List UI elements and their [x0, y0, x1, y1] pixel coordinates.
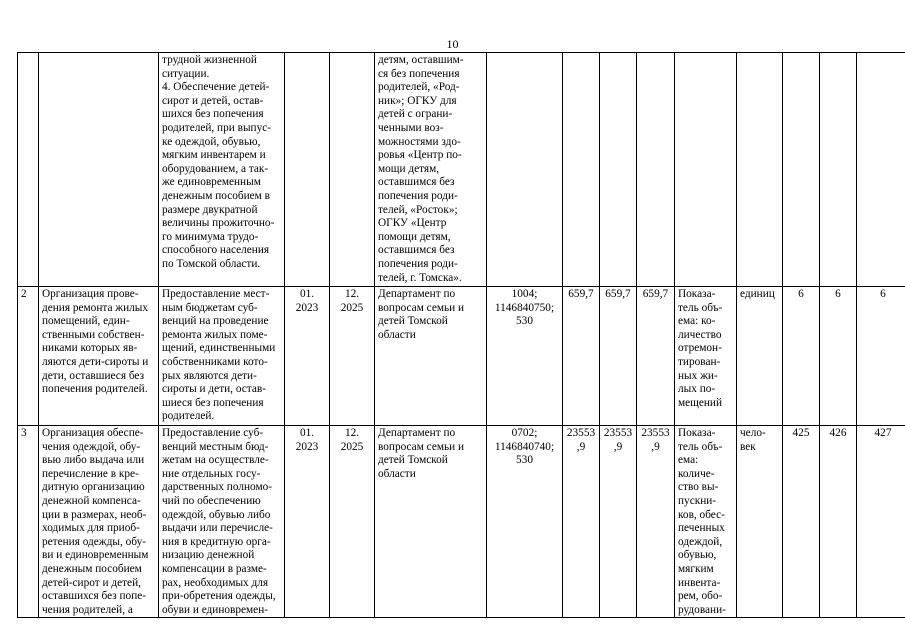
measure-description: трудной жизненной ситуации. 4. Обеспечение детей- сирот и детей, остав- шихся без попечения родителей, при выпус- ке одеждой, обувью, мягким инвентарем и оборудованием, а так- же единовременным денежным пособием в размере двукратной величины прожиточно- го минимума трудо- способного населения по Томской области. [159, 53, 285, 287]
program-table [17, 52, 905, 618]
funding-year-2: 23553 ,9 [600, 426, 637, 618]
target-year-1: 6 [783, 287, 820, 426]
measure-description: Предоставление мест- ным бюджетам суб- венций на проведение ремонта жилых поме- щений, единственными собственниками кото- рых являются дети- сироты и дети, остав- шиеся без попечения родителей. [159, 287, 285, 426]
measure-name: Организация прове- дения ремонта жилых помещений, един- ственными собствен- никами которых яв- ляются дети-сироты и дети, оставшиеся без попечения родителей. [39, 287, 159, 426]
target-year-1 [783, 53, 820, 287]
end-date: 12. 2025 [330, 426, 375, 618]
unit: единиц [737, 287, 783, 426]
budget-code: 1004; 1146840750; 530 [487, 287, 563, 426]
target-year-2: 426 [820, 426, 857, 618]
measure-description: Предоставление суб- венций местным бюд- жетам на осуществле- ние отдельных госу- дарственных полномо- чий по обеспечению одеждой, обувью либо выдачи или перечисле- ния в кредитную орга- низацию денежной компенсации в разме- рах, необходимых для при-обретения одежды, обуви и единовремен- [159, 426, 285, 618]
funding-year-1: 23553 ,9 [563, 426, 600, 618]
table-row [18, 287, 905, 426]
indicator: Показа- тель объ- ема: количе- ство вы- пускни- ков, обес- печенных одеждой, обувью, мягким инвента- рем, обо- рудовани- [675, 426, 737, 618]
funding-year-2: 659,7 [600, 287, 637, 426]
budget-code: 0702; 1146840740; 530 [487, 426, 563, 618]
target-year-1: 425 [783, 426, 820, 618]
row-number [18, 53, 39, 287]
end-date: 12. 2025 [330, 287, 375, 426]
row-number: 2 [18, 287, 39, 426]
funding-year-1 [563, 53, 600, 287]
executor: Департамент по вопросам семьи и детей Томской области [375, 426, 487, 618]
indicator [675, 53, 737, 287]
start-date: 01. 2023 [285, 426, 330, 618]
target-year-3: 6 [857, 287, 905, 426]
funding-year-3 [637, 53, 675, 287]
funding-year-1: 659,7 [563, 287, 600, 426]
unit: чело- век [737, 426, 783, 618]
indicator: Показа- тель объ- ема: ко- личество отремон- тирован- ных жи- лых по- мещений [675, 287, 737, 426]
budget-code [487, 53, 563, 287]
page-number: 10 [446, 37, 459, 51]
target-year-3: 427 [857, 426, 905, 618]
target-year-2: 6 [820, 287, 857, 426]
funding-year-2 [600, 53, 637, 287]
unit [737, 53, 783, 287]
end-date [330, 53, 375, 287]
funding-year-3: 23553 ,9 [637, 426, 675, 618]
table-row [18, 426, 905, 618]
start-date [285, 53, 330, 287]
executor: детям, оставшим- ся без попечения родителей, «Род- ник»; ОГКУ для детей с ограни- ченными воз- можностями здо- ровья «Центр по- мощи детям, оставшимся без попечения роди- телей, «Росток»; ОГКУ «Центр помощи детям, оставшимся без попечения роди- телей, г. Томска». [375, 53, 487, 287]
executor: Департамент по вопросам семьи и детей Томской области [375, 287, 487, 426]
start-date: 01. 2023 [285, 287, 330, 426]
target-year-3 [857, 53, 905, 287]
measure-name: Организация обеспе- чения одеждой, обу- вью либо выдача или перечисление в кре- дитную организацию денежной компенса- ции в размерах, необ- ходимых для приоб- ретения одежды, обу- ви и единовременным денежным пособием детей-сирот и детей, оставшихся без попе- чения родителей, а [39, 426, 159, 618]
funding-year-3: 659,7 [637, 287, 675, 426]
table-row [18, 53, 905, 287]
row-number: 3 [18, 426, 39, 618]
target-year-2 [820, 53, 857, 287]
measure-name [39, 53, 159, 287]
